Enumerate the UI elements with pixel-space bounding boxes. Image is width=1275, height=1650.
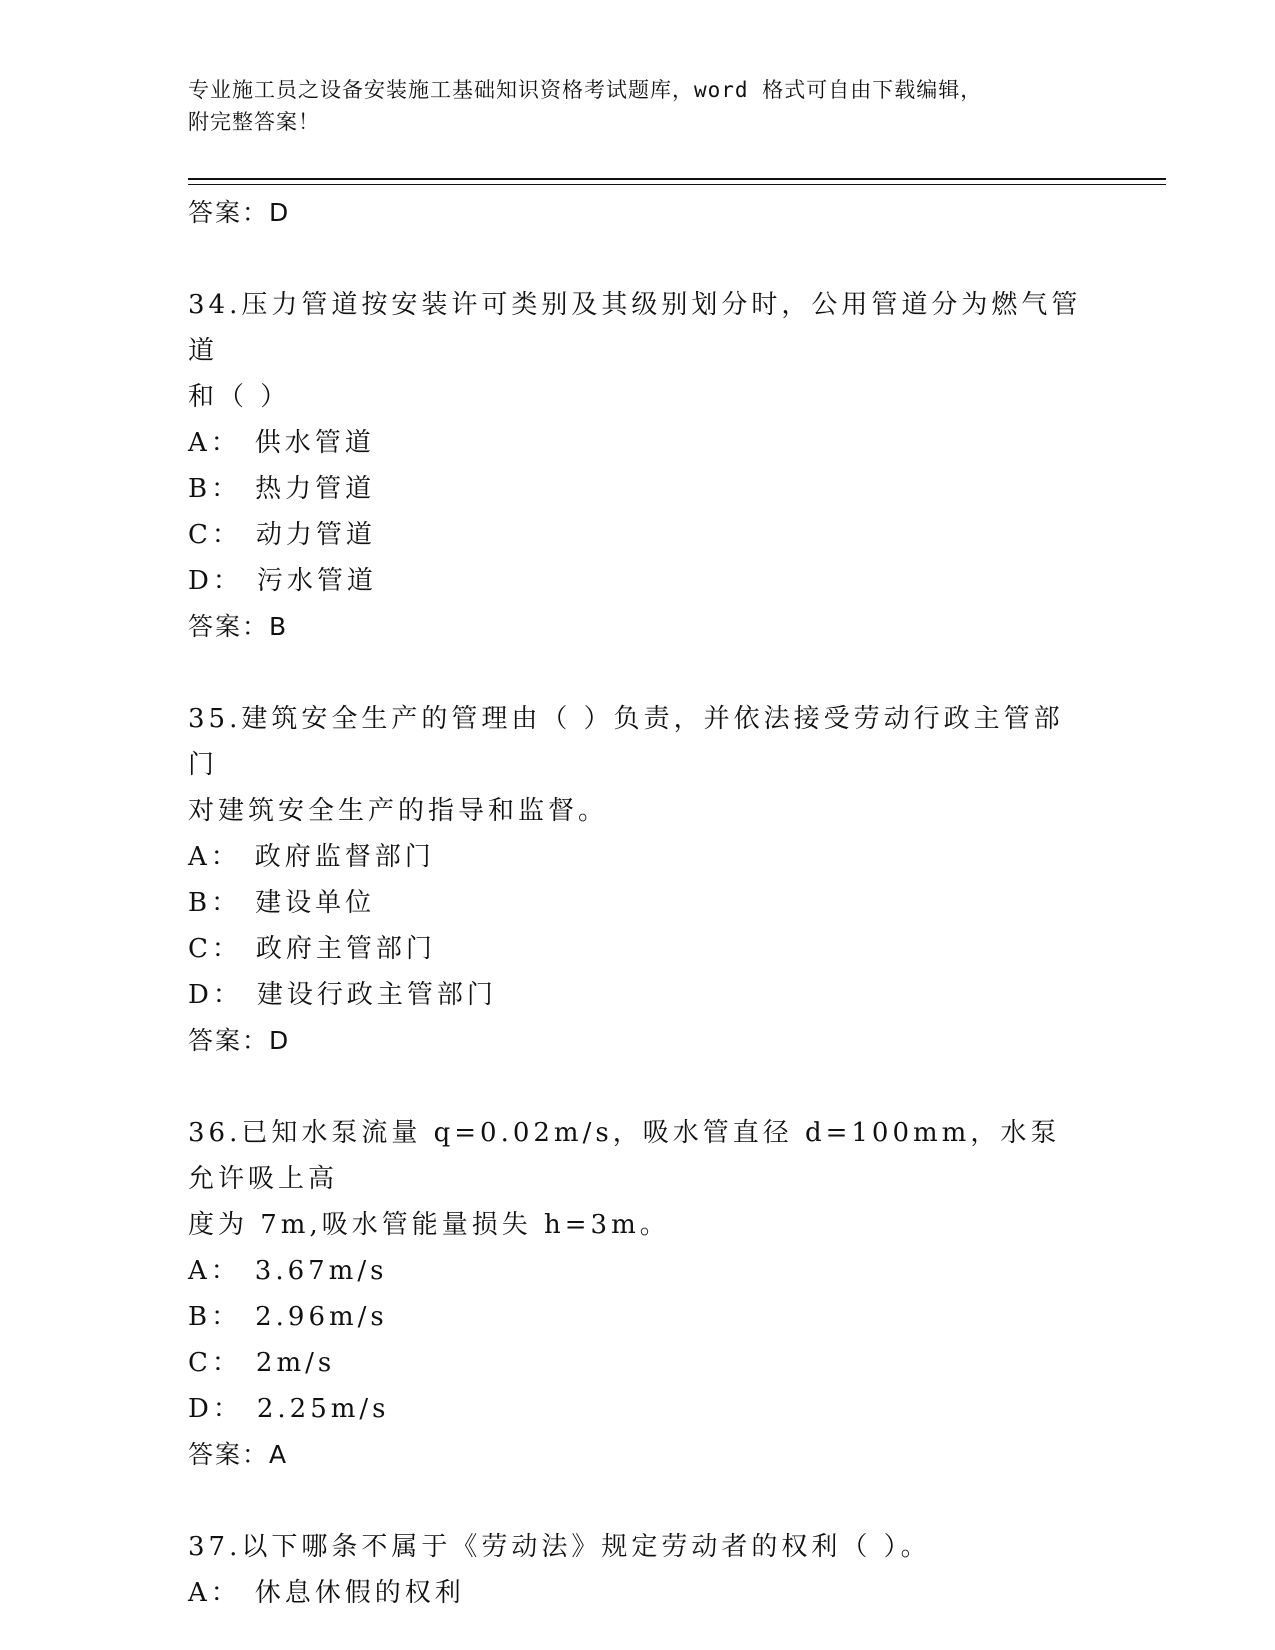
option-a: A： 供水管道 — [188, 428, 375, 458]
answer-36: 答案：A — [188, 1440, 289, 1469]
option-d: D： 2.25m/s — [188, 1394, 390, 1424]
question-text-line: 度为 7m,吸水管能量损失 h=3m。 — [188, 1210, 670, 1240]
question-text-line: 35.建筑安全生产的管理由（ ）负责，并依法接受劳动行政主管部门 — [188, 704, 1064, 780]
question-34 — [188, 282, 1088, 650]
option-a: A： 政府监督部门 — [188, 842, 435, 872]
header-line-1: 专业施工员之设备安装施工基础知识资格考试题库，word 格式可自由下载编辑， — [188, 78, 983, 102]
previous-answer: 答案：D — [188, 198, 291, 227]
question-text — [188, 1524, 1088, 1570]
option-b: B： 建设单位 — [188, 888, 376, 918]
header-divider-thick — [188, 178, 1166, 180]
option-d: D： 污水管道 — [188, 566, 377, 596]
option-b: B： 热力管道 — [188, 474, 376, 504]
question-text-line: 对建筑安全生产的指导和监督。 — [188, 796, 609, 826]
question-35 — [188, 696, 1088, 1064]
document-header — [188, 74, 1088, 138]
question-text-line: 37.以下哪条不属于《劳动法》规定劳动者的权利（ ）。 — [188, 1532, 931, 1562]
question-36 — [188, 1110, 1088, 1478]
question-text — [188, 282, 1088, 420]
option-a: A： 休息休假的权利 — [188, 1578, 465, 1608]
question-text — [188, 696, 1088, 834]
question-text-line: 和（ ） — [188, 382, 291, 412]
questions-content — [188, 190, 1088, 1616]
option-c: C： 2m/s — [188, 1348, 336, 1378]
option-c: C： 动力管道 — [188, 520, 376, 550]
option-d: D： 建设行政主管部门 — [188, 980, 497, 1010]
question-text — [188, 1110, 1088, 1248]
question-text-line: 34.压力管道按安装许可类别及其级别划分时，公用管道分为燃气管道 — [188, 290, 1082, 366]
option-c: C： 政府主管部门 — [188, 934, 436, 964]
header-divider-thin — [188, 184, 1166, 185]
question-text-line: 36.已知水泵流量 q=0.02m/s，吸水管直径 d=100mm，水泵允许吸上高 — [188, 1118, 1061, 1194]
answer-35: 答案：D — [188, 1026, 291, 1055]
answer-34: 答案：B — [188, 612, 289, 641]
option-b: B： 2.96m/s — [188, 1302, 388, 1332]
header-line-2: 附完整答案！ — [188, 110, 320, 134]
question-37 — [188, 1524, 1088, 1616]
option-a: A： 3.67m/s — [188, 1256, 388, 1286]
